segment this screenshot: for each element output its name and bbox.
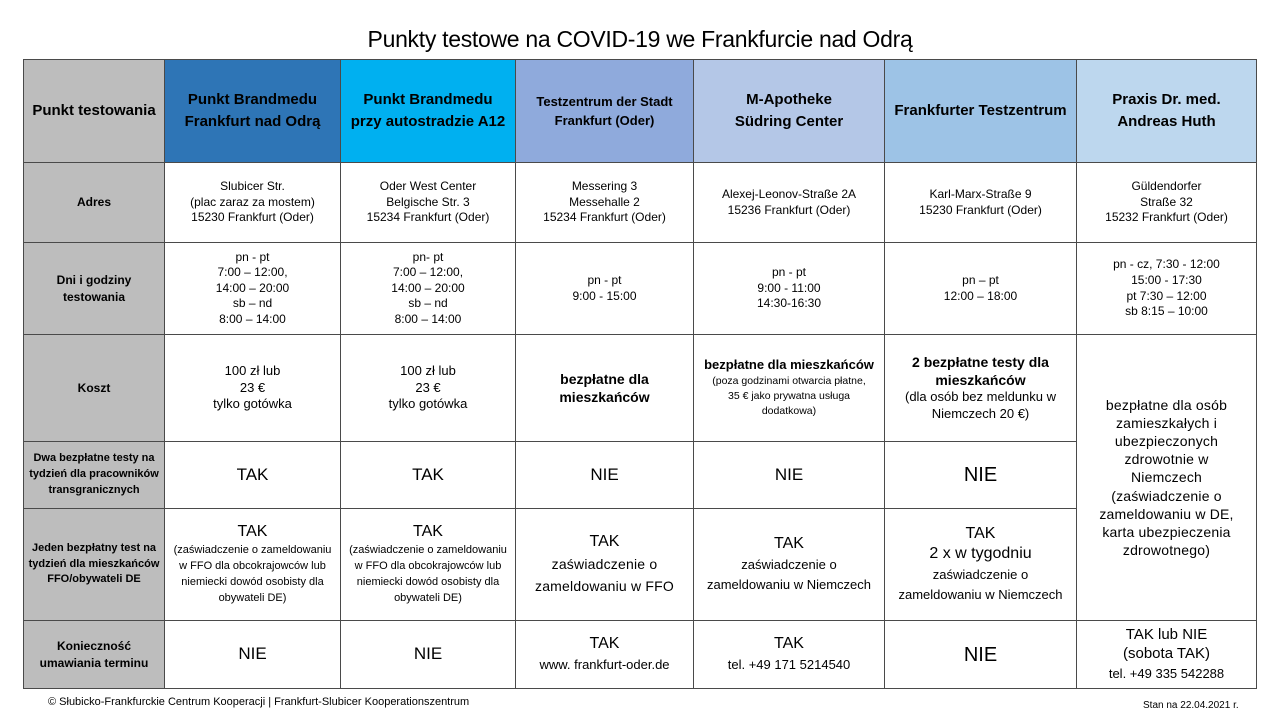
- hours-cell: pn- pt 7:00 – 12:00, 14:00 – 20:00 sb – nd 8:00 – 14:00: [341, 243, 516, 335]
- cross-border-cell: NIE: [694, 442, 885, 509]
- residents-row: [24, 509, 1257, 621]
- address-cell: Messering 3 Messehalle 2 15234 Frankfurt (Oder): [516, 163, 694, 243]
- cross-border-cell: NIE: [885, 442, 1077, 509]
- address-row: [24, 163, 1257, 243]
- appointment-cell: NIE: [885, 621, 1077, 689]
- residents-cell: TAK 2 x w tygodniu zaświadczenie o zameldowaniu w Niemczech: [885, 509, 1077, 621]
- cost-and-tests-cell-praxis-huth: bezpłatne dla osób zamieszkałych i ubezpieczonych zdrowotnie w Niemczech (zaświadczenie o zameldowaniu w DE, karta ubezpieczenia zdrowotnego): [1077, 335, 1257, 621]
- status-date: Stan na 22.04.2021 r.: [1143, 700, 1239, 711]
- cost-row: [24, 335, 1257, 442]
- phone-number: tel. +49 335 542288: [1108, 665, 1225, 681]
- appointment-cell: TAK www. frankfurt-oder.de: [516, 621, 694, 689]
- appointment-cell: TAK tel. +49 171 5214540: [694, 621, 885, 689]
- appointment-cell: NIE: [165, 621, 341, 689]
- point-header-testzentrum-stadt: Testzentrum der Stadt Frankfurt (Oder): [516, 60, 694, 163]
- address-cell: Karl-Marx-Straße 9 15230 Frankfurt (Oder): [885, 163, 1077, 243]
- hours-cell: pn - pt 7:00 – 12:00, 14:00 – 20:00 sb – nd 8:00 – 14:00: [165, 243, 341, 335]
- cost-cell: 100 zł lub 23 € tylko gotówka: [341, 335, 516, 442]
- row-label-appointment: Konieczność umawiania terminu: [24, 621, 165, 689]
- hours-cell: pn - pt 9:00 - 15:00: [516, 243, 694, 335]
- cost-cell: bezpłatne dla mieszkańców: [516, 335, 694, 442]
- cross-border-row: [24, 442, 1257, 509]
- copyright-footer: © Słubicko-Frankfurckie Centrum Kooperacji | Frankfurt-Slubicer Kooperationszentrum: [48, 696, 470, 708]
- hours-cell: pn – pt 12:00 – 18:00: [885, 243, 1077, 335]
- cost-cell: bezpłatne dla mieszkańców (poza godzinami otwarcia płatne, 35 € jako prywatna usługa dodatkowa): [694, 335, 885, 442]
- testing-points-table: [23, 59, 1257, 689]
- row-label-hours: Dni i godziny testowania: [24, 243, 165, 335]
- website-link[interactable]: www. frankfurt-oder.de: [539, 656, 670, 672]
- address-cell: Güldendorfer Straße 32 15232 Frankfurt (Oder): [1077, 163, 1257, 243]
- point-header-m-apotheke: M-Apotheke Südring Center: [694, 60, 885, 163]
- hours-cell: pn - pt 9:00 - 11:00 14:30-16:30: [694, 243, 885, 335]
- point-header-frankfurter-testzentrum: Frankfurter Testzentrum: [885, 60, 1077, 163]
- row-label-residents: Jeden bezpłatny test na tydzień dla mieszkańców FFO/obywateli DE: [24, 509, 165, 621]
- phone-number: tel. +49 171 5214540: [727, 656, 851, 672]
- residents-cell: TAK zaświadczenie o zameldowaniu w Niemczech: [694, 509, 885, 621]
- row-label-cost: Koszt: [24, 335, 165, 442]
- page-title: Punkty testowe na COVID-19 we Frankfurcie nad Odrą: [367, 26, 913, 52]
- hours-cell: pn - cz, 7:30 - 12:00 15:00 - 17:30 pt 7:30 – 12:00 sb 8:15 – 10:00: [1077, 243, 1257, 335]
- row-label-testing-point: Punkt testowania: [24, 60, 165, 163]
- hours-row: [24, 243, 1257, 335]
- header-row: [24, 60, 1257, 163]
- address-cell: Alexej-Leonov-Straße 2A 15236 Frankfurt (Oder): [694, 163, 885, 243]
- point-header-brandmed-a12: Punkt Brandmedu przy autostradzie A12: [341, 60, 516, 163]
- residents-cell: TAK (zaświadczenie o zameldowaniu w FFO dla obcokrajowców lub niemiecki dowód osobisty dla obywateli DE): [341, 509, 516, 621]
- cross-border-cell: TAK: [341, 442, 516, 509]
- point-header-praxis-huth: Praxis Dr. med. Andreas Huth: [1077, 60, 1257, 163]
- appointment-cell: TAK lub NIE (sobota TAK) tel. +49 335 542288: [1077, 621, 1257, 689]
- cost-cell: 2 bezpłatne testy dla mieszkańców (dla osób bez meldunku w Niemczech 20 €): [885, 335, 1077, 442]
- residents-cell: TAK zaświadczenie o zameldowaniu w FFO: [516, 509, 694, 621]
- address-cell: Oder West Center Belgische Str. 3 15234 Frankfurt (Oder): [341, 163, 516, 243]
- cross-border-cell: TAK: [165, 442, 341, 509]
- appointment-cell: NIE: [341, 621, 516, 689]
- point-header-brandmed-frankfurt: Punkt Brandmedu Frankfurt nad Odrą: [165, 60, 341, 163]
- appointment-row: [24, 621, 1257, 689]
- cross-border-cell: NIE: [516, 442, 694, 509]
- cost-cell: 100 zł lub 23 € tylko gotówka: [165, 335, 341, 442]
- residents-cell: TAK (zaświadczenie o zameldowaniu w FFO dla obcokrajowców lub niemiecki dowód osobisty dla obywateli DE): [165, 509, 341, 621]
- row-label-address: Adres: [24, 163, 165, 243]
- address-cell: Slubicer Str. (plac zaraz za mostem) 15230 Frankfurt (Oder): [165, 163, 341, 243]
- row-label-cross-border: Dwa bezpłatne testy na tydzień dla pracowników transgranicznych: [24, 442, 165, 509]
